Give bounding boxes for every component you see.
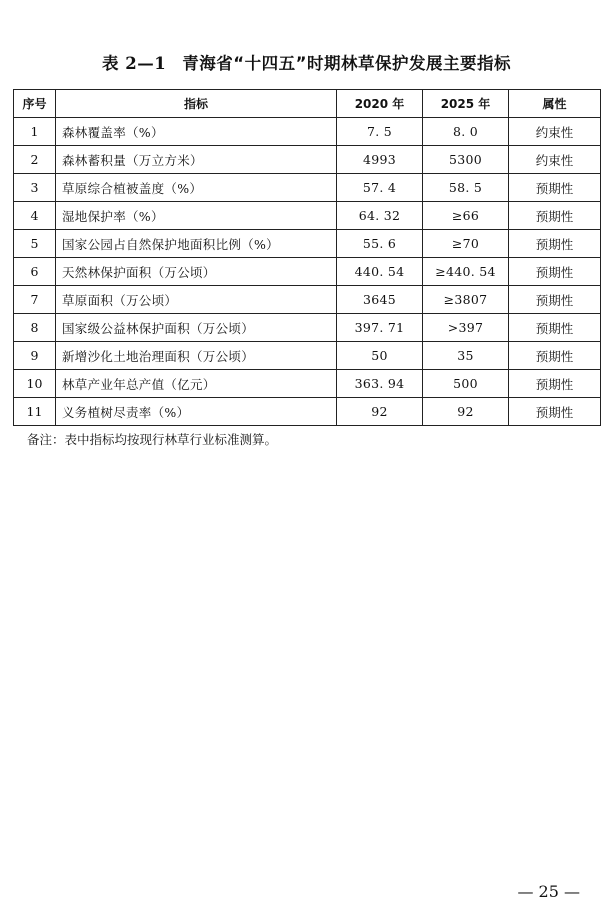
cell-indicator: 森林覆盖率（%） xyxy=(56,118,337,146)
cell-no: 2 xyxy=(14,146,56,174)
cell-attribute: 预期性 xyxy=(509,202,601,230)
cell-2020: 440. 54 xyxy=(337,258,423,286)
cell-2025: >397 xyxy=(423,314,509,342)
cell-no: 10 xyxy=(14,370,56,398)
cell-2020: 64. 32 xyxy=(337,202,423,230)
cell-2020: 7. 5 xyxy=(337,118,423,146)
cell-2025: 58. 5 xyxy=(423,174,509,202)
cell-2025: 5300 xyxy=(423,146,509,174)
header-no: 序号 xyxy=(14,90,56,118)
cell-attribute: 预期性 xyxy=(509,230,601,258)
cell-2025: 92 xyxy=(423,398,509,426)
header-indicator: 指标 xyxy=(56,90,337,118)
cell-2020: 363. 94 xyxy=(337,370,423,398)
cell-no: 6 xyxy=(14,258,56,286)
table-row xyxy=(14,286,601,314)
cell-no: 7 xyxy=(14,286,56,314)
cell-attribute: 约束性 xyxy=(509,146,601,174)
cell-2025: ≥3807 xyxy=(423,286,509,314)
cell-2020: 397. 71 xyxy=(337,314,423,342)
cell-no: 8 xyxy=(14,314,56,342)
cell-indicator: 国家级公益林保护面积（万公顷） xyxy=(56,314,337,342)
cell-indicator: 林草产业年总产值（亿元） xyxy=(56,370,337,398)
page-number: — 25 — xyxy=(517,882,580,901)
cell-indicator: 草原面积（万公顷） xyxy=(56,286,337,314)
cell-attribute: 预期性 xyxy=(509,314,601,342)
cell-no: 4 xyxy=(14,202,56,230)
cell-attribute: 预期性 xyxy=(509,258,601,286)
header-2020: 2020 年 xyxy=(337,90,423,118)
cell-indicator: 森林蓄积量（万立方米） xyxy=(56,146,337,174)
cell-indicator: 天然林保护面积（万公顷） xyxy=(56,258,337,286)
cell-attribute: 约束性 xyxy=(509,118,601,146)
indicators-table xyxy=(13,89,601,426)
cell-no: 5 xyxy=(14,230,56,258)
table-row xyxy=(14,174,601,202)
cell-2020: 92 xyxy=(337,398,423,426)
table-row xyxy=(14,342,601,370)
cell-no: 11 xyxy=(14,398,56,426)
table-row xyxy=(14,230,601,258)
cell-indicator: 义务植树尽责率（%） xyxy=(56,398,337,426)
cell-2025: 35 xyxy=(423,342,509,370)
table-header-row xyxy=(14,90,601,118)
cell-2020: 55. 6 xyxy=(337,230,423,258)
cell-attribute: 预期性 xyxy=(509,174,601,202)
cell-attribute: 预期性 xyxy=(509,342,601,370)
page-title xyxy=(0,50,613,74)
cell-2025: 500 xyxy=(423,370,509,398)
cell-2025: ≥70 xyxy=(423,230,509,258)
table-title: 青海省“十四五”时期林草保护发展主要指标 xyxy=(182,54,511,73)
cell-no: 3 xyxy=(14,174,56,202)
cell-2025: ≥440. 54 xyxy=(423,258,509,286)
cell-2020: 50 xyxy=(337,342,423,370)
cell-no: 9 xyxy=(14,342,56,370)
cell-attribute: 预期性 xyxy=(509,286,601,314)
table-number: 表 2—1 xyxy=(102,54,167,73)
header-2025: 2025 年 xyxy=(423,90,509,118)
cell-indicator: 国家公园占自然保护地面积比例（%） xyxy=(56,230,337,258)
table-row xyxy=(14,258,601,286)
cell-indicator: 新增沙化土地治理面积（万公顷） xyxy=(56,342,337,370)
cell-2025: 8. 0 xyxy=(423,118,509,146)
table-row xyxy=(14,146,601,174)
cell-attribute: 预期性 xyxy=(509,370,601,398)
cell-2020: 57. 4 xyxy=(337,174,423,202)
cell-attribute: 预期性 xyxy=(509,398,601,426)
table-row xyxy=(14,118,601,146)
cell-2020: 3645 xyxy=(337,286,423,314)
header-attribute: 属性 xyxy=(509,90,601,118)
cell-2020: 4993 xyxy=(337,146,423,174)
table-body xyxy=(14,118,601,426)
cell-2025: ≥66 xyxy=(423,202,509,230)
table-row xyxy=(14,314,601,342)
table-row xyxy=(14,202,601,230)
cell-no: 1 xyxy=(14,118,56,146)
table-note: 备注：表中指标均按现行林草行业标准测算。 xyxy=(27,432,278,447)
table-row xyxy=(14,370,601,398)
cell-indicator: 草原综合植被盖度（%） xyxy=(56,174,337,202)
table-row xyxy=(14,398,601,426)
cell-indicator: 湿地保护率（%） xyxy=(56,202,337,230)
